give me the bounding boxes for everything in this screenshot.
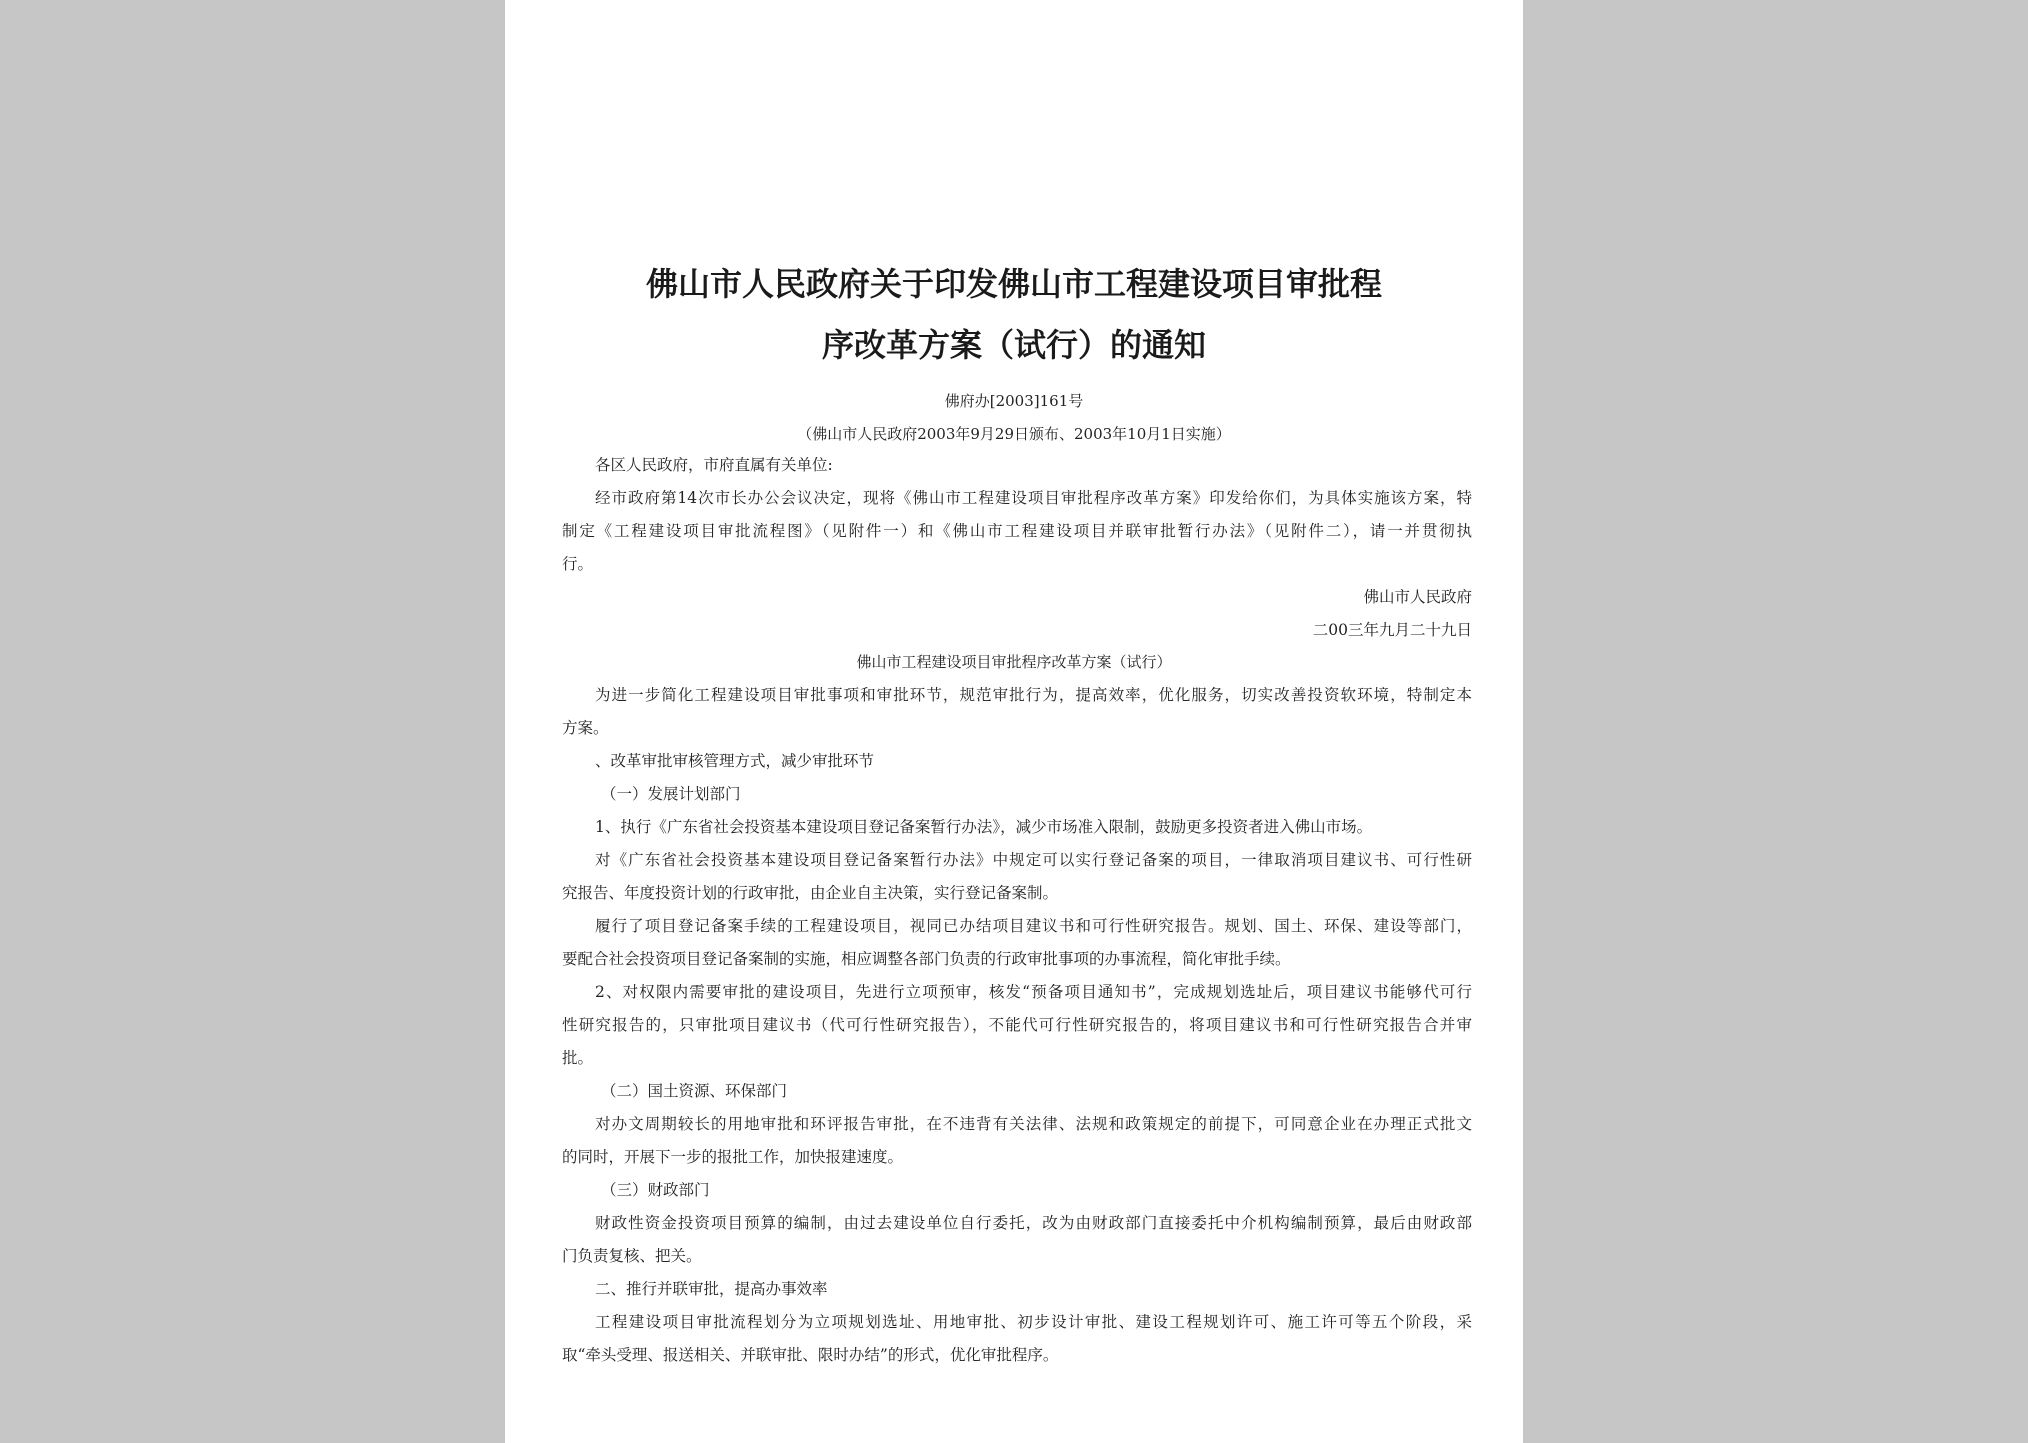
section-1-para-2-line-2: 要配合社会投资项目登记备案制的实施，相应调整各部门负责的行政审批事项的办事流程，简化审批手续。 xyxy=(562,950,1291,968)
section-1-sub-2-heading: （二）国土资源、环保部门 xyxy=(601,1082,788,1100)
intro-line-3: 行。 xyxy=(562,555,594,573)
section-1-sub-2-line-2: 的同时，开展下一步的报批工作，加快报建速度。 xyxy=(562,1148,904,1166)
section-1-sub-1-heading: （一）发展计划部门 xyxy=(601,785,741,803)
section-2-line-1: 工程建设项目审批流程划分为立项规划选址、用地审批、初步设计审批、建设工程规划许可、施工许可等五个阶段，采 xyxy=(595,1313,1472,1331)
section-1-sub-2-line-1: 对办文周期较长的用地审批和环评报告审批，在不违背有关法律、法规和政策规定的前提下，可同意企业在办理正式批文 xyxy=(595,1115,1472,1133)
section-1-sub-3-line-1: 财政性资金投资项目预算的编制，由过去建设单位自行委托，改为由财政部门直接委托中介机构编制预算，最后由财政部 xyxy=(595,1214,1472,1232)
document-title-line-1: 佛山市人民政府关于印发佛山市工程建设项目审批程 xyxy=(645,265,1382,303)
section-1-sub-3-line-2: 门负责复核、把关。 xyxy=(562,1247,702,1265)
plan-title: 佛山市工程建设项目审批程序改革方案（试行） xyxy=(856,653,1172,671)
section-1-para-1-line-2: 究报告、年度投资计划的行政审批，由企业自主决策，实行登记备案制。 xyxy=(562,884,1059,902)
preamble-line-1: 为进一步简化工程建设项目审批事项和审批环节，规范审批行为，提高效率，优化服务，切实改善投资软环境，特制定本 xyxy=(595,686,1472,704)
intro-line-2: 制定《工程建设项目审批流程图》（见附件一）和《佛山市工程建设项目并联审批暂行办法》（见附件二），请一并贯彻执 xyxy=(562,522,1472,540)
section-1-item-2-line-3: 批。 xyxy=(562,1049,594,1067)
salutation: 各区人民政府，市府直属有关单位: xyxy=(595,456,833,474)
section-1-item-2-line-1: 2、对权限内需要审批的建设项目，先进行立项预审，核发“预备项目通知书”，完成规划选址后，项目建议书能够代可行 xyxy=(595,983,1472,1001)
section-1-para-2-line-1: 履行了项目登记备案手续的工程建设项目，视同已办结项目建议书和可行性研究报告。规划、国土、环保、建设等部门， xyxy=(595,917,1472,935)
document-title-line-2: 序改革方案（试行）的通知 xyxy=(821,326,1206,364)
section-2-line-2: 取“牵头受理、报送相关、并联审批、限时办结”的形式，优化审批程序。 xyxy=(562,1346,1059,1364)
publication-info: （佛山市人民政府2003年9月29日颁布、2003年10月1日实施） xyxy=(797,425,1231,443)
section-1-para-1-line-1: 对《广东省社会投资基本建设项目登记备案暂行办法》中规定可以实行登记备案的项目，一律取消项目建议书、可行性研 xyxy=(595,851,1472,869)
document-page xyxy=(505,0,1523,1443)
signature-date: 二00三年九月二十九日 xyxy=(1312,621,1472,639)
intro-line-1: 经市政府第14次市长办公会议决定，现将《佛山市工程建设项目审批程序改革方案》印发给你们，为具体实施该方案，特 xyxy=(595,489,1472,507)
section-1-item-2-line-2: 性研究报告的，只审批项目建议书（代可行性研究报告），不能代可行性研究报告的，将项目建议书和可行性研究报告合并审 xyxy=(562,1016,1472,1034)
section-2-heading: 二、推行并联审批，提高办事效率 xyxy=(595,1280,828,1298)
document-number: 佛府办[2003]161号 xyxy=(944,392,1084,410)
section-1-sub-3-heading: （三）财政部门 xyxy=(601,1181,710,1199)
section-1-heading: 、改革审批审核管理方式，减少审批环节 xyxy=(595,752,875,770)
preamble-line-2: 方案。 xyxy=(562,719,609,737)
signature-org: 佛山市人民政府 xyxy=(1363,588,1472,606)
section-1-item-1: 1、执行《广东省社会投资基本建设项目登记备案暂行办法》，减少市场准入限制，鼓励更多投资者进入佛山市场。 xyxy=(595,818,1373,836)
